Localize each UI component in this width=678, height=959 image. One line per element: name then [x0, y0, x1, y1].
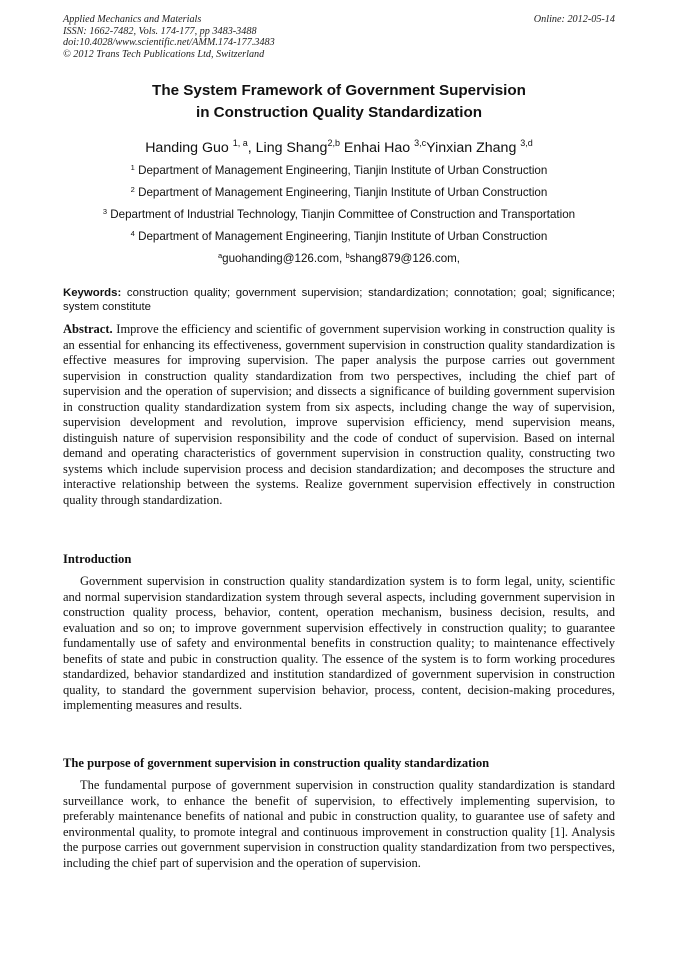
keywords-label: Keywords: — [63, 287, 122, 299]
affiliation-num: 3 — [102, 207, 108, 216]
affiliation-num: 2 — [130, 185, 135, 194]
affiliation-text: Department of Management Engineering, Tianjin Institute of Urban Construction — [138, 230, 548, 243]
section-heading-introduction: Introduction — [63, 552, 132, 566]
email-a: guohanding@126.com, — [222, 252, 343, 265]
journal-copyright: © 2012 Trans Tech Publications Ltd, Switzerland — [63, 48, 265, 60]
author-name: Yinxian Zhang — [426, 140, 517, 156]
journal-issn: ISSN: 1662-7482, Vols. 174-177, pp 3483-3488 — [63, 25, 257, 37]
email-b: shang879@126.com, — [349, 252, 461, 265]
title-line-1: The System Framework of Government Supervision — [152, 82, 526, 99]
paper-title — [63, 80, 615, 124]
abstract-label: Abstract. — [63, 322, 113, 336]
online-date: Online: 2012-05-14 — [533, 14, 615, 25]
introduction-paragraph: Government supervision in construction quality standardization system is to form legal, unity, scientific and normal supervision standardization system through several aspects, including government supervision in construction quality process, behavior, content, operation mechanism, business decision, results, and evaluation and so on; to improve government supervision effectively in construction quality; to guarantee fundamentally use of safety and environmental benefits in construction quality; to maintenance effectively benefits of state and pubic in construction quality. The essence of the system is to form working procedures standardized, behavior standardized and institution standardized of government supervision in construction quality, to standard the government supervision behavior, process, content, decision-making procedures, implementing measures and results. — [63, 574, 615, 713]
journal-header — [63, 14, 615, 60]
abstract — [63, 322, 615, 509]
section-heading-purpose: The purpose of government supervision in construction quality standardization — [63, 756, 490, 770]
author-sup: 3,c — [414, 138, 427, 148]
email-sup: a — [217, 251, 223, 260]
affiliation-num: 1 — [130, 163, 135, 172]
email-sup: b — [345, 251, 350, 260]
author-list: Handing Guo $^{1, a}$, Ling Shang$^{2,b}$ Enhai Hao $^{3,c}$Yinxian Zhang $^{3,d}$ — [145, 138, 533, 156]
author-sup: 2,b — [327, 138, 340, 148]
author-sup: 1, a — [232, 138, 248, 148]
affiliation-text: Department of Management Engineering, Tianjin Institute of Urban Construction — [138, 164, 548, 177]
affiliation — [40, 186, 638, 200]
affiliation — [40, 208, 638, 222]
affiliation-num: 4 — [130, 229, 135, 238]
affiliation — [40, 164, 638, 178]
keywords-text: construction quality; government supervision; standardization; connotation; goal; significance; system constitute — [63, 287, 615, 313]
title-line-2: in Construction Quality Standardization — [195, 104, 483, 121]
journal-doi: doi:10.4028/www.scientific.net/AMM.174-177.3483 — [63, 37, 275, 49]
abstract-text: Improve the efficiency and scientific of government supervision working in construction quality is an essential for enhancing its effectiveness, government supervision in construction quality standardization is effective measures for improving supervision. The paper analysis the purpose carries out government supervision in construction quality standardization from two perspectives, including the chief part of supervision and the operation of supervision; and dissects a significance of building government supervision in construction quality standardization system from six aspects, including change the way of supervision, supervision development and revolution, improve supervision efficiency, mend supervision means, distinguish nature of supervision responsibility and the code of conduct of supervision. Based on internal demand and operating characteristics of government supervision in construction quality, constructing two systems which include supervision process and decision standardization; and decomposes the structure and interactive relationship between the systems. Realize government supervision effectively in construction quality through standardization. — [63, 322, 616, 508]
email-line — [40, 252, 638, 266]
journal-name: Applied Mechanics and Materials — [63, 14, 202, 25]
purpose-paragraph: The fundamental purpose of government supervision in construction quality standardization is standard surveillance work, to enhance the benefit of supervision, to effectively implementing supervision, to preferably maintenance benefits of national and pubic in construction quality, to guarantee use of safety and environmental quality, to promote integral and continuous improvement in construction quality [1]. Analysis the purpose carries out government supervision in construction quality standardization from two perspectives, including the chief part of supervision and the operation of supervision. — [63, 778, 615, 870]
affiliation-text: Department of Management Engineering, Tianjin Institute of Urban Construction — [138, 186, 548, 199]
affiliation-text: Department of Industrial Technology, Tianjin Committee of Construction and Transportation — [110, 208, 576, 221]
author-name: Enhai Hao — [343, 140, 411, 156]
author-name: Ling Shang — [255, 140, 328, 156]
affiliation — [40, 230, 638, 244]
author-name: Handing Guo — [145, 140, 229, 156]
author-sup: 3,d — [520, 138, 533, 148]
keywords — [63, 286, 615, 314]
